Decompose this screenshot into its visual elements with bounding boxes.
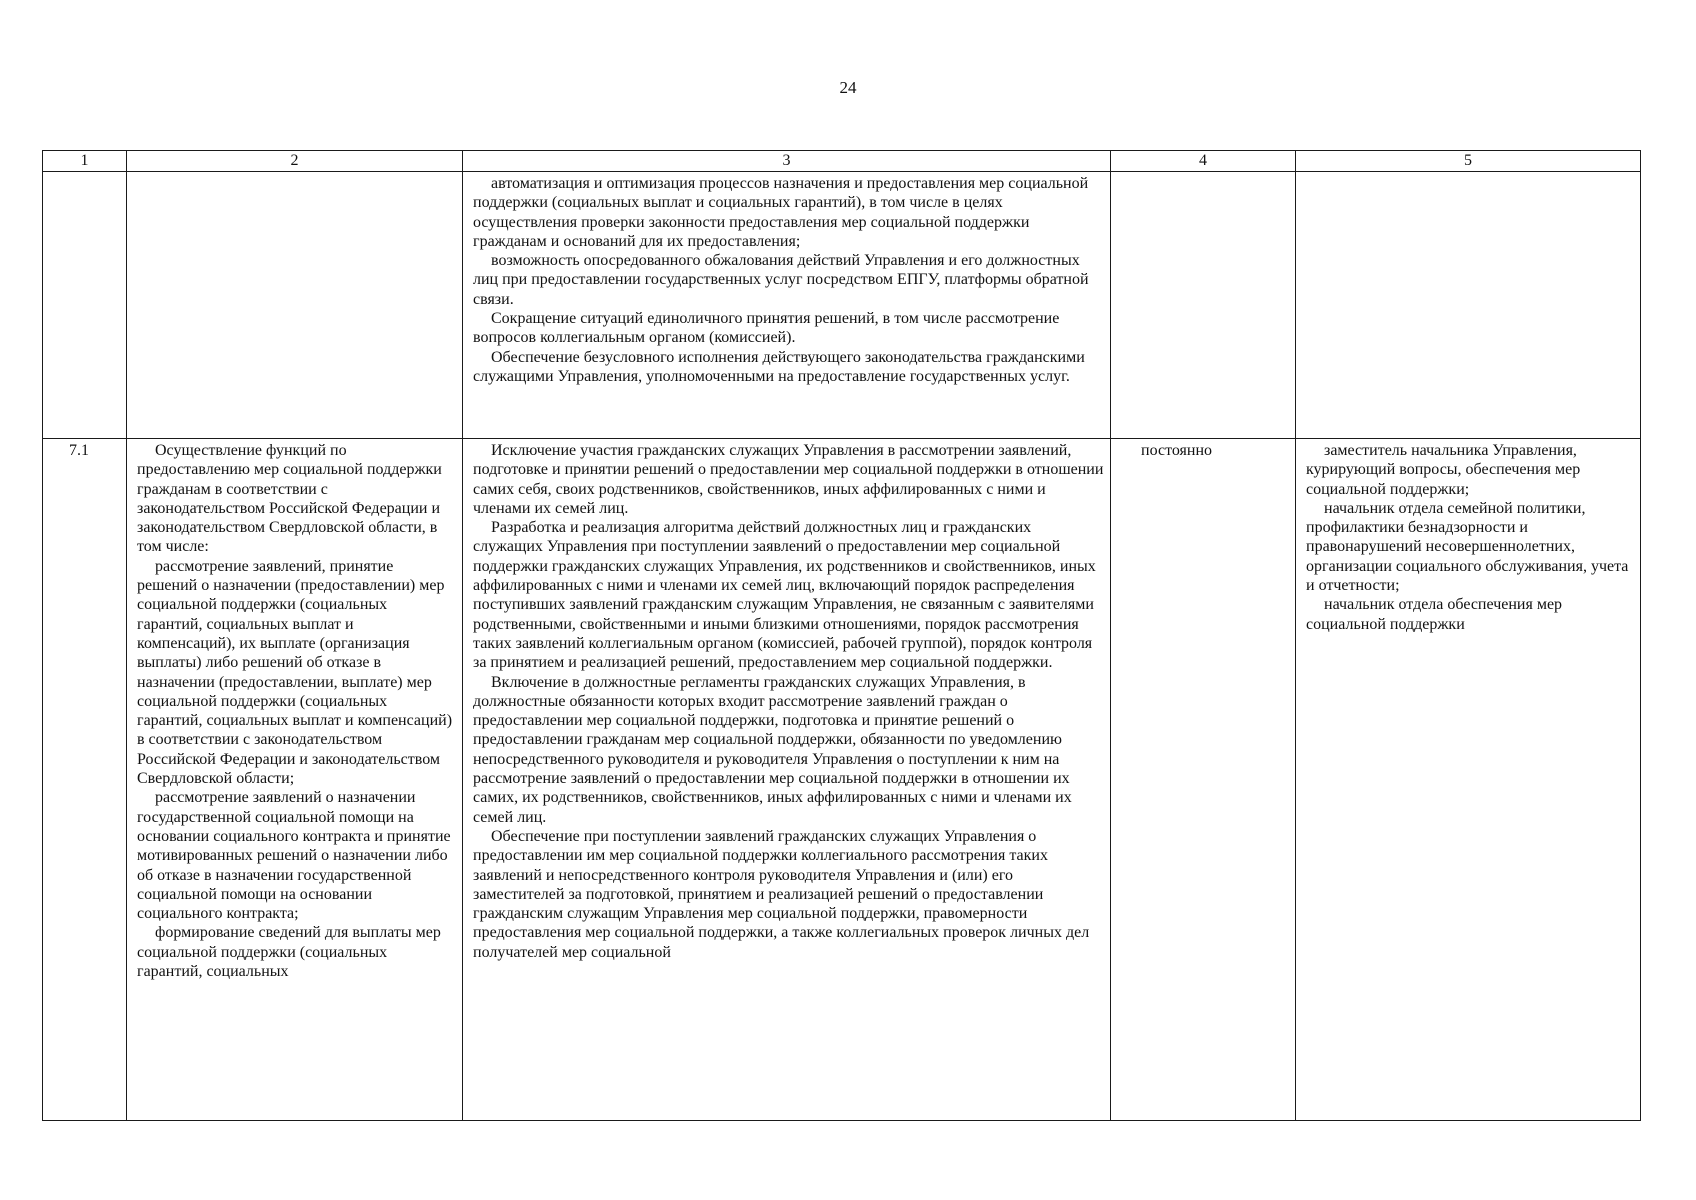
row-number-cell xyxy=(43,172,127,439)
responsible-paragraph: начальник отдела семейной политики, профилактики безнадзорности и правонарушений несовершеннолетних, организации социального обслуживания, учета и отчетности; xyxy=(1306,499,1629,595)
period-cell xyxy=(1111,172,1296,439)
table-row xyxy=(43,172,1641,439)
function-paragraph: Осуществление функций по предоставлению мер социальной поддержки гражданам в соответствии с законодательством Российской Федерации и законодательством Свердловской области, в том числе: xyxy=(137,442,442,556)
column-header-1: 1 xyxy=(43,151,127,172)
function-paragraph: рассмотрение заявлений, принятие решений о назначении (предоставлении) мер социальной поддержки (социальных гарантий, социальных выплат и компенсаций), их выплате (организация выплаты) либо решений об отказе в назначении (предоставлении, выплате) мер социальной поддержки (социальных гарантий, социальных выплат и компенсаций) в соответствии с законодательством Российской Федерации и законодательством Свердловской области; xyxy=(137,557,453,788)
measure-paragraph: возможность опосредованного обжалования действий Управления и его должностных лиц при предоставлении государственных услуг посредством ЕПГУ, платформы обратной связи. xyxy=(473,252,1089,308)
measures-cell xyxy=(463,172,1111,439)
measure-paragraph: Сокращение ситуаций единоличного принятия решений, в том числе рассмотрение вопросов коллегиальным органом (комиссией). xyxy=(473,310,1060,347)
responsible-paragraph: начальник отдела обеспечения мер социальной поддержки xyxy=(1306,596,1563,633)
column-header-3: 3 xyxy=(463,151,1111,172)
function-paragraph: рассмотрение заявлений о назначении государственной социальной помощи на основании социального контракта и принятие мотивированных решений о назначении либо об отказе в назначении государственной социальной помощи на основании социального контракта; xyxy=(137,789,451,923)
measure-paragraph: Исключение участия гражданских служащих Управления в рассмотрении заявлений, подготовке и принятии решений о предоставлении мер социальной поддержки в отношении самих себя, своих родственников, свойственников, иных аффилированных с ними и членами их семей лиц. xyxy=(473,442,1104,517)
page-number: 24 xyxy=(839,78,857,97)
measure-paragraph: Обеспечение безусловного исполнения действующего законодательства гражданскими служащими Управления, уполномоченными на предоставление государственных услуг. xyxy=(473,348,1085,385)
function-cell xyxy=(127,172,463,439)
column-header-2: 2 xyxy=(127,151,463,172)
measure-paragraph: Разработка и реализация алгоритма действий должностных лиц и гражданских служащих Управления при поступлении заявлений о предоставлении мер социальной поддержки гражданских служащих Управления, их родственников и свойственников, иных аффилированных с ними и членами их семей лиц, включающий порядок распределения поступивших заявлений гражданским служащим Управления, не связанным с заявителями родственными, свойственными и иными близкими отношениями, порядок рассмотрения таких заявлений коллегиальным органом (комиссией, рабочей группой), порядок контроля за принятием и реализацией решений, предоставлением мер социальной поддержки. xyxy=(473,519,1096,672)
function-paragraph: формирование сведений для выплаты мер социальной поддержки (социальных гарантий, социальных xyxy=(137,924,441,981)
table-header-row xyxy=(43,151,1641,172)
measure-paragraph: Включение в должностные регламенты гражданских служащих Управления, в должностные обязанности которых входит рассмотрение заявлений граждан о предоставлении мер социальной поддержки, подготовка и принятие решений о предоставлении гражданам мер социальной поддержки, обязанности по уведомлению непосредственного руководителя и руководителя Управления о поступлении к ним на рассмотрение заявлений о предоставлении мер социальной поддержки в отношении их самих, их родственников, свойственников, иных аффилированных с ними и членами их семей лиц. xyxy=(473,673,1072,826)
responsible-cell xyxy=(1296,439,1641,1121)
measure-paragraph: автоматизация и оптимизация процессов назначения и предоставления мер социальной поддержки (социальных выплат и социальных гарантий), в том числе в целях осуществления проверки законности предоставления мер социальной поддержки гражданам и оснований для их предоставления; xyxy=(473,175,1089,250)
function-cell xyxy=(127,439,463,1121)
responsible-cell xyxy=(1296,172,1641,439)
row-number-cell: 7.1 xyxy=(43,439,127,1121)
table-row xyxy=(43,439,1641,1121)
column-header-4: 4 xyxy=(1111,151,1296,172)
measures-table xyxy=(42,150,1641,1121)
column-header-5: 5 xyxy=(1296,151,1641,172)
measures-cell xyxy=(463,439,1111,1121)
period-cell: постоянно xyxy=(1111,439,1296,1121)
responsible-paragraph: заместитель начальника Управления, курирующий вопросы, обеспечения мер социальной поддержки; xyxy=(1306,442,1581,498)
measure-paragraph: Обеспечение при поступлении заявлений гражданских служащих Управления о предоставлении им мер социальной поддержки коллегиального рассмотрения таких заявлений и непосредственного контроля руководителя Управления и (или) его заместителей за подготовкой, принятием и реализацией решений о предоставлении гражданским служащим Управления мер социальной поддержки, правомерности предоставления мер социальной поддержки, а также коллегиальных проверок личных дел получателей мер социальной xyxy=(473,827,1090,961)
